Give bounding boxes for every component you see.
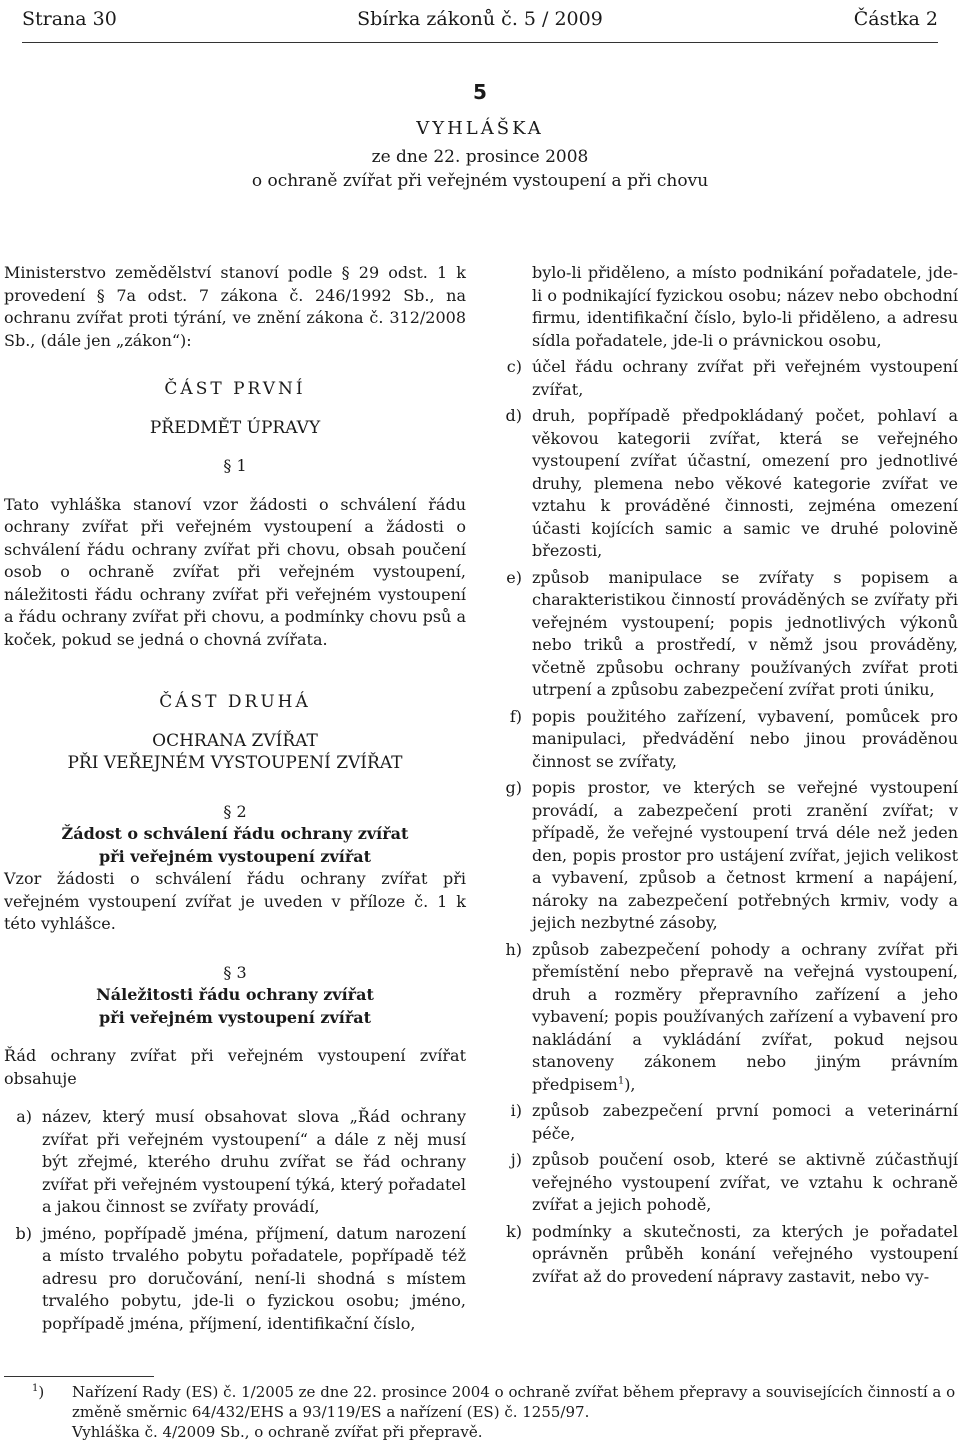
list-item-label: j)	[510, 1150, 522, 1169]
preamble: Ministerstvo zemědělství stanoví podle § 29 odst. 1 k provedení § 7a odst. 7 zákona č. 246/1992 Sb., na ochranu zvířat proti týrání, ve znění zákona č. 312/2008 Sb., (dále jen „zákon“):	[4, 263, 466, 350]
list-item-text: bylo-li přiděleno, a místo podnikání pořadatele, jde-li o podnikající fyzickou osobu; název nebo obchodní firmu, identifikační číslo, bylo-li přiděleno, a adresu sídla pořadatele, jde-li o právnickou osobu,	[532, 263, 958, 350]
list-item-text: popis prostor, ve kterých se veřejné vystoupení provádí, a zabezpečení proti zranění zvířat; v případě, že veřejné vystoupení trvá déle než jeden den, popis prostor pro ustájení zvířat, jejich velikost a vybavení, způsob a četnost krmení a napájení, nároky na zabezpečení potřebných krmiv, vody a jejich nezbytné zásoby,	[532, 778, 958, 932]
section2-text: Vzor žádosti o schválení řádu ochrany zvířat při veřejném vystoupení zvířat je uveden v příloze č. 1 k této vyhlášce.	[4, 869, 466, 933]
header-page-number: Strana 30	[22, 8, 117, 30]
header-part: Částka 2	[853, 8, 938, 30]
list-item-text-main: způsob zabezpečení pohody a ochrany zvířat při přemístění nebo přepravě na veřejná vystoupení, druh a rozměry přepravního zařízení a jeho vybavení; popis používaných zařízení a vybavení pro nakládání a vykládání zvířat, pokud nejsou stanoveny zákonem nebo jiným právním předpisem	[532, 939, 958, 1094]
list-item-text: druh, popřípadě předpokládaný počet, pohlaví a věkovou kategorii zvířat, která se veřejného vystoupení zvířat účastní, omezení pro jednotlivé druhy, plemena nebo věkové kategorie zvířat ve vztahu k prováděné činnosti, zejména omezení účasti kojících samic a samic ve druhé polovině březosti,	[532, 406, 958, 560]
section3-intro: Řád ochrany zvířat při veřejném vystoupení zvířat obsahuje	[4, 1046, 466, 1088]
list-item-label: f)	[509, 706, 522, 726]
list-item-label: g)	[505, 778, 522, 797]
list-item	[496, 1221, 958, 1289]
part2-heading-1: OCHRANA ZVÍŘAT	[152, 730, 318, 751]
section3-title-2: při veřejném vystoupení zvířat	[98, 1007, 372, 1027]
list-item-label: e)	[506, 567, 522, 587]
list-item	[4, 1223, 466, 1336]
footnote-rule	[4, 1376, 154, 1377]
part1-heading: PŘEDMĚT ÚPRAVY	[149, 417, 321, 438]
list-item-label: h)	[505, 939, 522, 959]
list-item-text: způsob zabezpečení první pomoci a veterinární péče,	[532, 1101, 958, 1143]
right-column	[496, 262, 958, 1292]
list-item-text-tail: ),	[624, 1074, 636, 1094]
section2-title-1: Žádost o schválení řádu ochrany zvířat	[61, 824, 409, 843]
footnote-line: Nařízení Rady (ES) č. 1/2005 ze dne 22. prosince 2004 o ochraně zvířat během přepravy a souvisejících činností a o změně směrnic 64/432/EHS a 93/119/ES a nařízení (ES) č. 1255/97.	[72, 1383, 956, 1421]
section3-title-1: Náležitosti řádu ochrany zvířat	[96, 985, 374, 1004]
item-list-left	[4, 1106, 466, 1335]
footnote-ref[interactable]: 1	[617, 1075, 625, 1087]
list-item-label: a)	[16, 1107, 32, 1126]
part2-label: ČÁST DRUHÁ	[159, 692, 311, 712]
list-item-text: účel řádu ochrany zvířat při veřejném vystoupení zvířat,	[532, 357, 958, 399]
header-rule	[22, 42, 938, 43]
list-item	[496, 1100, 958, 1145]
footnote-line: Vyhláška č. 4/2009 Sb., o ochraně zvířat při přepravě.	[72, 1423, 483, 1441]
list-item	[496, 1149, 958, 1217]
section1-text: Tato vyhláška stanoví vzor žádosti o schválení řádu ochrany zvířat při veřejném vystoupení a žádosti o schválení řádu ochrany zvířat při chovu, obsah poučení osob o ochraně zvířat při veřejném vystoupení, náležitosti řádu ochrany zvířat při veřejném vystoupení a řádu ochrany zvířat při chovu, a podmínky chovu psů a koček, pokud se jedná o chovná zvířata.	[4, 494, 466, 649]
part1-label: ČÁST PRVNÍ	[164, 379, 306, 399]
list-item	[496, 356, 958, 401]
part2-heading-2: PŘI VEŘEJNÉM VYSTOUPENÍ ZVÍŘAT	[67, 753, 403, 773]
list-item-label: d)	[505, 406, 522, 425]
section2-label: § 2	[223, 801, 247, 821]
list-item-text: jméno, popřípadě jména, příjmení, datum narození a místo trvalého pobytu pořadatele, popřípadě též adresu pro doručování, není-li shodná s místem trvalého pobytu, jde-li o fyzickou osobu; jméno, popřípadě jména, příjmení, identifikační číslo,	[42, 1223, 466, 1333]
list-item-text: způsob manipulace se zvířaty s popisem a charakteristikou činností prováděných se zvířaty při veřejném vystoupení; popis jednotlivých výkonů nebo triků a prostředí, v němž jsou prováděny, včetně způsobu ochrany používaných zvířat proti utrpení a způsobu zabezpečení zvířat proti úniku,	[532, 567, 958, 699]
list-item-text: popis použitého zařízení, vybavení, pomůcek pro manipulaci, předvádění nebo jinou prováděnou činnost se zvířaty,	[532, 706, 958, 771]
list-item-label: b)	[15, 1223, 32, 1243]
list-item-label: k)	[506, 1221, 522, 1241]
list-item-label: i)	[510, 1101, 522, 1120]
list-item	[4, 1106, 466, 1219]
list-item	[496, 405, 958, 563]
footnote-text	[72, 1382, 958, 1442]
list-item	[496, 567, 958, 702]
list-item-text	[532, 939, 958, 1097]
section2-title-2: při veřejném vystoupení zvířat	[98, 846, 372, 866]
document-number: 5	[473, 80, 487, 104]
document-subject: o ochraně zvířat při veřejném vystoupení a při chovu	[251, 171, 709, 191]
header-collection: Sbírka zákonů č. 5 / 2009	[357, 8, 603, 30]
section1-label: § 1	[223, 456, 247, 475]
list-item	[496, 777, 958, 935]
list-item-text: podmínky a skutečnosti, za kterých je pořadatel oprávněn průběh konání veřejného vystoupení zvířat až do provedení nápravy zastavit, nebo vy-	[532, 1221, 958, 1286]
footnote	[32, 1382, 958, 1442]
page-header	[22, 4, 938, 34]
footnote-mark: $^1$)	[32, 1383, 45, 1401]
list-item-continuation	[496, 262, 958, 352]
list-item-label: c)	[506, 357, 522, 376]
title-block	[0, 80, 960, 195]
document-type: VYHLÁŠKA	[416, 118, 544, 139]
list-item	[496, 706, 958, 774]
section3-label: § 3	[223, 962, 247, 982]
left-column	[4, 262, 466, 1339]
list-item-text: způsob poučení osob, které se aktivně zúčastňují veřejného vystoupení zvířat, ve vztahu k ochraně zvířat a jejich pohodě,	[532, 1150, 958, 1214]
list-item-text: název, který musí obsahovat slova „Řád ochrany zvířat při veřejném vystoupení“ a dále z něj musí být zřejmé, kterého druhu zvířat se řád ochrany zvířat při veřejném vystoupení týká, který pořadatel a jakou činnost se zvířaty provádí,	[42, 1107, 466, 1216]
list-item	[496, 939, 958, 1097]
document-date: ze dne 22. prosince 2008	[371, 147, 589, 167]
